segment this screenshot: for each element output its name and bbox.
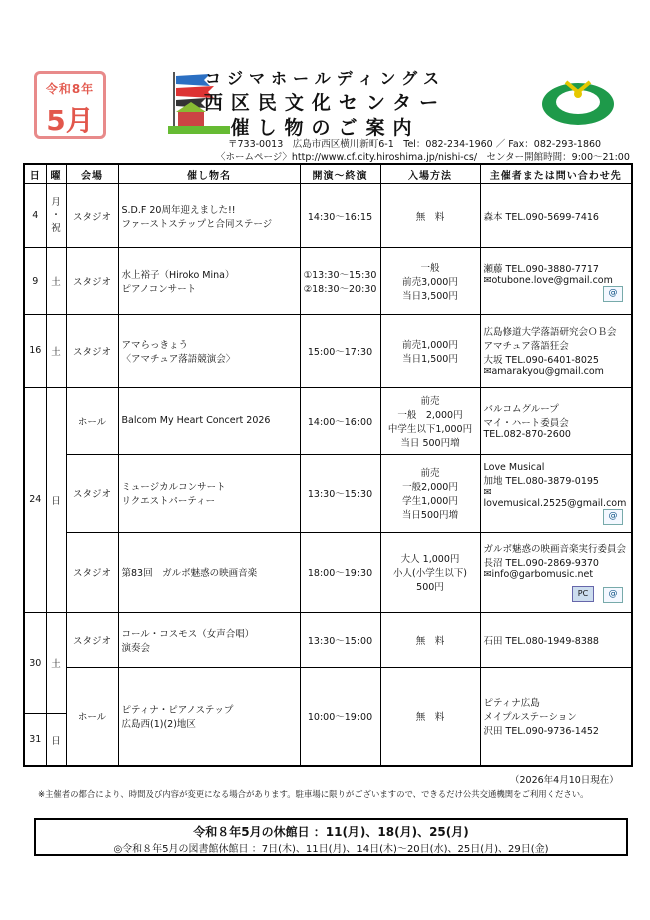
table-row <box>24 667 632 713</box>
cell-venue: ホール <box>66 667 118 766</box>
cell-time: 13:30～15:00 <box>300 613 380 667</box>
cell-event: ミュージカルコンサート リクエストパーティー <box>118 455 300 533</box>
cell-admission: 無 料 <box>380 613 480 667</box>
mail-icon: @ <box>603 587 623 603</box>
cell-admission: 無 料 <box>380 667 480 766</box>
cell-event: Balcom My Heart Concert 2026 <box>118 387 300 455</box>
cell-day: 4 <box>24 184 46 248</box>
notice-text: ※主催者の都合により、時間及び内容が変更になる場合があります。駐車場に限りがございますので、できるだけ公共交通機関をご利用ください。 <box>38 789 589 799</box>
mail-icon: @ <box>603 286 623 302</box>
cell-admission: 前売 一般2,000円 学生1,000円 当日500円増 <box>380 455 480 533</box>
cell-admission: 一般 前売3,000円 当日3,500円 <box>380 248 480 315</box>
computer-icon: PC <box>572 586 594 602</box>
col-venue: 会場 <box>66 164 118 184</box>
cell-admission: 前売 一般 2,000円 中学生以下1,000円 当日 500円増 <box>380 387 480 455</box>
cell-day: 9 <box>24 248 46 315</box>
cell-venue: スタジオ <box>66 184 118 248</box>
cell-event: 第83回 ガルボ魅惑の映画音楽 <box>118 532 300 613</box>
cell-venue: ホール <box>66 387 118 455</box>
cell-contact: バルコムグループ マイ・ハート委員会 TEL.082-870-2600 <box>480 387 632 455</box>
cell-day: 24 <box>24 387 46 613</box>
col-admission: 入場方法 <box>380 164 480 184</box>
cell-time: ①13:30～15:30 ②18:30～20:30 <box>300 248 380 315</box>
col-event: 催し物名 <box>118 164 300 184</box>
website: 〈ホームページ〉http://www.cf.city.hiroshima.jp/nishi-cs/ センター開館時間：9:00～21:00 <box>216 152 630 163</box>
cell-time: 13:30～15:30 <box>300 455 380 533</box>
col-contact: 主催者または問い合わせ先 <box>480 164 632 184</box>
event-table <box>23 163 633 767</box>
cell-event: 水上裕子（Hiroko Mina） ピアノコンサート <box>118 248 300 315</box>
table-row <box>24 532 632 613</box>
cell-venue: スタジオ <box>66 613 118 667</box>
cell-event: S.D.F 20周年迎えました!! ファーストステップと合同ステージ <box>118 184 300 248</box>
address: 〒733-0013 広島市西区横川新町6-1 Tel：082-234-1960 ／ Fax：082-293-1860 <box>228 139 602 150</box>
badge-month: 5月 <box>46 104 94 137</box>
cell-venue: スタジオ <box>66 248 118 315</box>
cell-day: 31 <box>24 714 46 767</box>
cell-day: 16 <box>24 314 46 387</box>
cell-time: 14:00～16:00 <box>300 387 380 455</box>
mail-icon: @ <box>603 509 623 525</box>
cell-admission: 無 料 <box>380 184 480 248</box>
cell-contact: 瀬藤 TEL.090-3880-7717 ✉otubone.love@gmail.com @ <box>480 248 632 315</box>
cell-time: 14:30～16:15 <box>300 184 380 248</box>
cell-contact: 広島修道大学落語研究会ＯＢ会 アマチュア落語狂会 大坂 TEL.090-6401-8025 ✉amarakyou@gmail.com <box>480 314 632 387</box>
cell-admission: 前売1,000円 当日1,500円 <box>380 314 480 387</box>
cell-weekday: 土 <box>46 613 66 714</box>
cell-event: コール・コスモス（女声合唱） 演奏会 <box>118 613 300 667</box>
venue-name: 西区民文化センター <box>203 92 447 114</box>
company-name: コジマホールディングス <box>205 69 445 88</box>
cell-venue: スタジオ <box>66 532 118 613</box>
cell-contact: ガルボ魅惑の映画音楽実行委員会 長沼 TEL.090-2869-9370 ✉info@garbomusic.net PC @ <box>480 532 632 613</box>
cell-admission: 大人 1,000円 小人(小学生以下) 500円 <box>380 532 480 613</box>
cell-venue: スタジオ <box>66 314 118 387</box>
cell-venue: スタジオ <box>66 455 118 533</box>
cell-time: 10:00～19:00 <box>300 667 380 766</box>
cell-day: 30 <box>24 613 46 714</box>
cell-contact: Love Musical 加地 TEL.080-3879-0195 ✉ lovemusical.2525@gmail.com @ <box>480 455 632 533</box>
col-day: 日 <box>24 164 46 184</box>
col-time: 開演～終演 <box>300 164 380 184</box>
table-row <box>24 613 632 667</box>
table-header-row <box>24 164 632 184</box>
table-row <box>24 248 632 315</box>
cell-contact: ピティナ広島 メイプルステーション 沢田 TEL.090-9736-1452 <box>480 667 632 766</box>
cell-weekday: 日 <box>46 714 66 767</box>
closed-days-box <box>34 818 628 856</box>
col-weekday: 曜 <box>46 164 66 184</box>
cell-event: アマらっきょう 〈アマチュア落語競演会〉 <box>118 314 300 387</box>
hall-closed-days: 令和８年5月の休館日 ：11(月)、18(月)、25(月) <box>193 825 469 839</box>
cell-contact: 石田 TEL.080-1949-8388 <box>480 613 632 667</box>
table-row <box>24 455 632 533</box>
library-closed-days: ◎令和８年5月の図書館休館日 ：7日(木)、11日(月)、14日(木)～20日(水)、25日(月)、29日(金) <box>113 844 549 855</box>
badge-year: 令和8年 <box>45 82 95 96</box>
table-row <box>24 184 632 248</box>
cell-weekday: 月 ・ 祝 <box>46 184 66 248</box>
cell-weekday: 土 <box>46 248 66 315</box>
cell-contact: 森本 TEL.090-5699-7416 <box>480 184 632 248</box>
cell-time: 18:00～19:30 <box>300 532 380 613</box>
cell-event: ピティナ・ピアノステップ 広島西(1)(2)地区 <box>118 667 300 766</box>
table-row <box>24 314 632 387</box>
as-of-date: （2026年4月10日現在） <box>510 775 619 786</box>
cell-time: 15:00～17:30 <box>300 314 380 387</box>
page-title: 催し物のご案内 <box>230 117 420 139</box>
cell-weekday: 日 <box>46 387 66 613</box>
table-row <box>24 387 632 455</box>
cell-weekday: 土 <box>46 314 66 387</box>
